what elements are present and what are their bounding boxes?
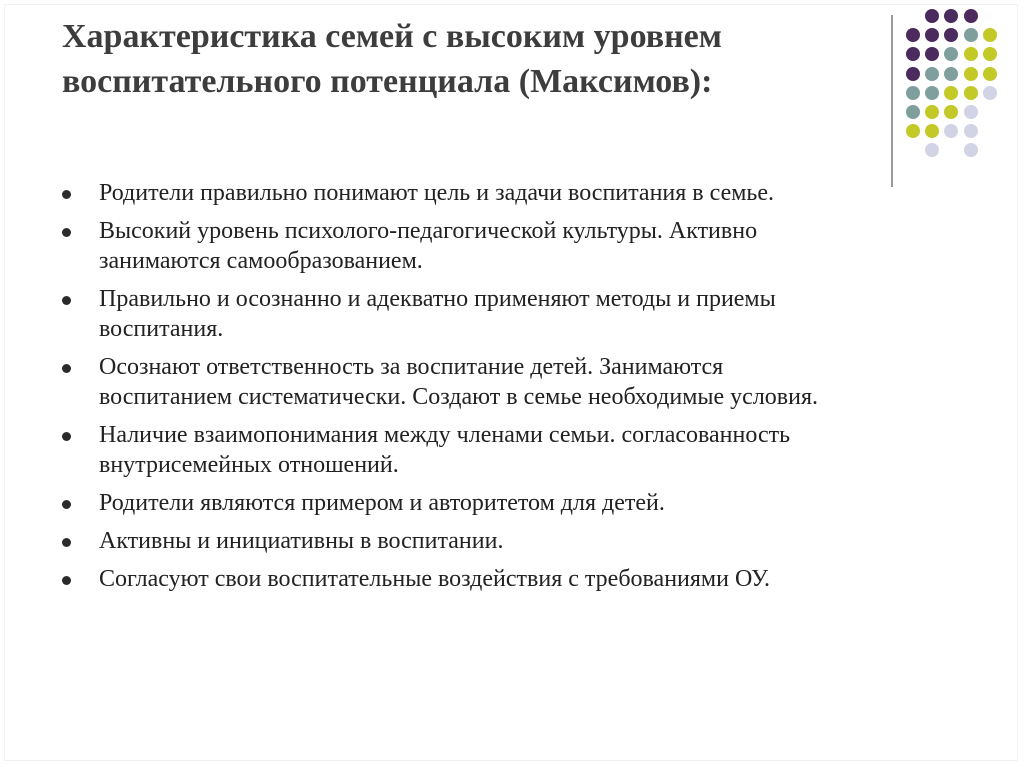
bullet-dot-icon [62, 500, 71, 509]
decorative-dot-icon [964, 105, 978, 119]
decorative-dot-icon [925, 28, 939, 42]
title-line-1: Характеристика семей с высоким уровнем [62, 18, 722, 55]
bullet-text-line: Высокий уровень психолого-педагогической культуры. Активно [99, 218, 758, 244]
decorative-dot-icon [944, 105, 958, 119]
bullet-dot-icon [62, 432, 71, 441]
bullet-text-line: воспитания. [99, 316, 224, 342]
bullet-item [62, 216, 982, 276]
decorative-dot-icon [964, 143, 978, 157]
decorative-dot-icon [964, 124, 978, 138]
bullet-dot-icon [62, 296, 71, 305]
bullet-dot-icon [62, 228, 71, 237]
bullet-dot-icon [62, 538, 71, 547]
bullet-item [62, 564, 982, 594]
bullet-text-line: внутрисемейных отношений. [99, 452, 399, 478]
decorative-dot-icon [925, 86, 939, 100]
decorative-vertical-rule [891, 15, 893, 187]
decorative-dot-grid [906, 9, 1024, 169]
decorative-dot-icon [925, 47, 939, 61]
bullet-item [62, 420, 982, 480]
bullet-list [62, 178, 982, 602]
decorative-dot-icon [944, 67, 958, 81]
bullet-item [62, 526, 982, 556]
decorative-dot-icon [906, 67, 920, 81]
decorative-dot-icon [964, 67, 978, 81]
decorative-dot-icon [944, 9, 958, 23]
decorative-dot-icon [983, 47, 997, 61]
bullet-item [62, 488, 982, 518]
bullet-dot-icon [62, 576, 71, 585]
decorative-dot-icon [983, 67, 997, 81]
decorative-dot-icon [925, 67, 939, 81]
decorative-dot-icon [944, 28, 958, 42]
bullet-text-line: Родители правильно понимают цель и задачи воспитания в семье. [99, 180, 775, 206]
decorative-dot-icon [944, 124, 958, 138]
decorative-dot-icon [964, 9, 978, 23]
bullet-text-line: Активны и инициативны в воспитании. [99, 528, 504, 554]
bullet-text-line: Осознают ответственность за воспитание детей. Занимаются [99, 354, 724, 380]
decorative-dot-icon [964, 47, 978, 61]
decorative-dot-icon [983, 28, 997, 42]
title-line-2: воспитательного потенциала (Максимов): [62, 63, 713, 100]
decorative-dot-icon [964, 86, 978, 100]
decorative-dot-icon [906, 28, 920, 42]
decorative-dot-icon [964, 28, 978, 42]
decorative-dot-icon [925, 143, 939, 157]
decorative-dot-icon [906, 105, 920, 119]
decorative-dot-icon [925, 124, 939, 138]
bullet-item [62, 284, 982, 344]
decorative-dot-icon [983, 86, 997, 100]
bullet-dot-icon [62, 364, 71, 373]
bullet-text-line: воспитанием систематически. Создают в семье необходимые условия. [99, 384, 819, 410]
decorative-dot-icon [944, 47, 958, 61]
slide-title [62, 14, 862, 104]
bullet-text-line: Правильно и осознанно и адекватно применяют методы и приемы [99, 286, 776, 312]
bullet-text-line: Наличие взаимопонимания между членами семьи. согласованность [99, 422, 791, 448]
decorative-dot-icon [906, 124, 920, 138]
bullet-text-line: занимаются самообразованием. [99, 248, 423, 274]
decorative-dot-icon [944, 86, 958, 100]
bullet-text-line: Согласуют свои воспитательные воздействия с требованиями ОУ. [99, 566, 771, 592]
bullet-item [62, 178, 982, 208]
decorative-dot-icon [925, 9, 939, 23]
bullet-dot-icon [62, 190, 71, 199]
bullet-text-line: Родители являются примером и авторитетом для детей. [99, 490, 665, 516]
decorative-dot-icon [906, 86, 920, 100]
decorative-dot-icon [925, 105, 939, 119]
bullet-item [62, 352, 982, 412]
decorative-dot-icon [906, 47, 920, 61]
